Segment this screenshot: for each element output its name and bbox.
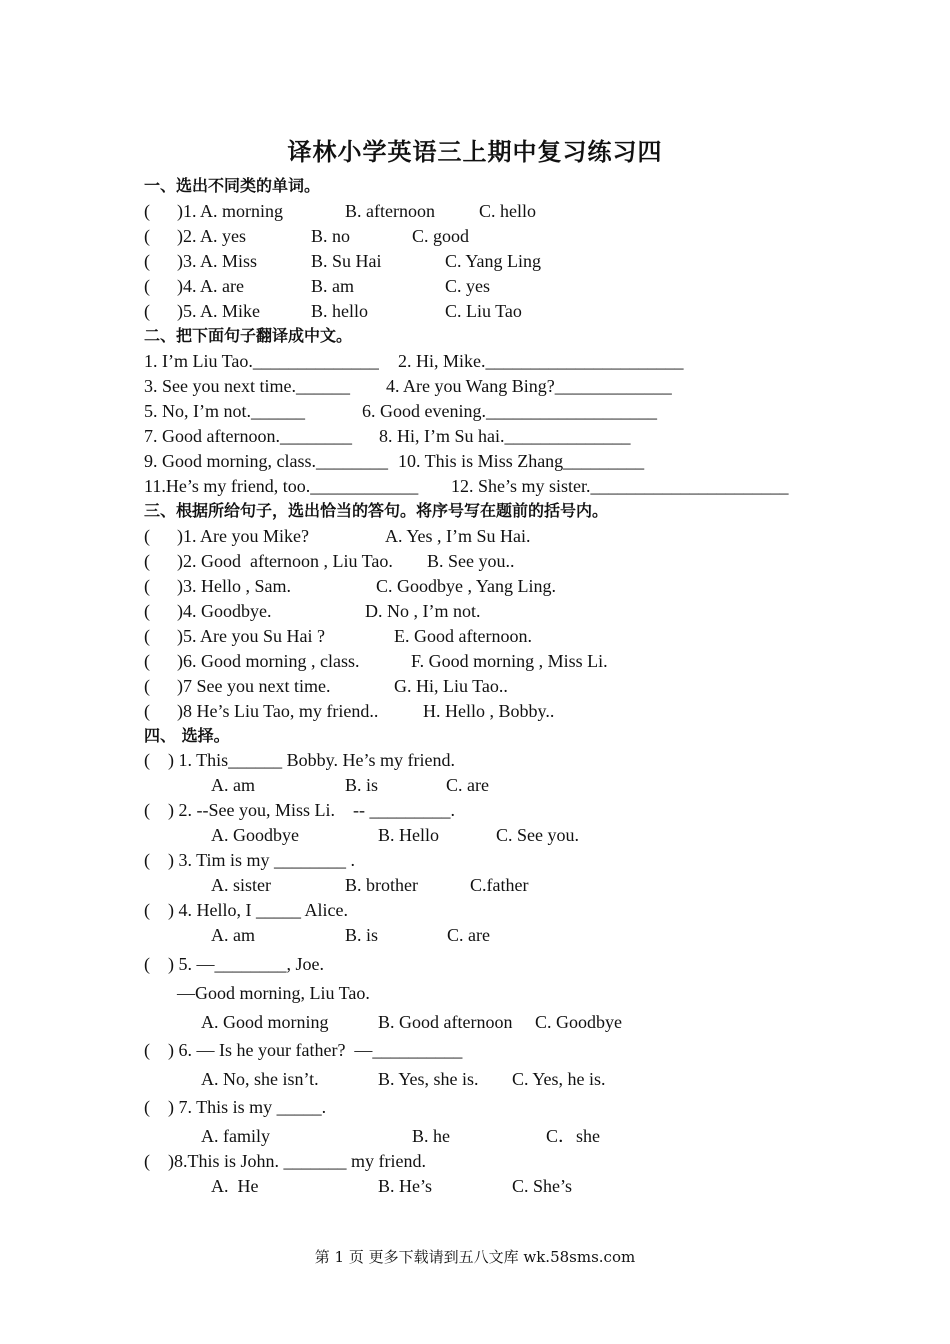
s1-item-option-c: C. yes [445,276,490,296]
s3-question: ( )7 See you next time. [144,676,331,696]
s3-question: ( )4. Goodbye. [144,601,272,621]
s1-item-option-b: B. afternoon [345,201,435,221]
s3-question: ( )3. Hello , Sam. [144,576,291,596]
option-a: A. am [211,925,255,945]
s3-answer: A. Yes , I’m Su Hai. [385,526,531,546]
s2-sentence: 12. She’s my sister.______________________ [451,476,789,496]
s1-item-option-c: C. hello [479,201,536,221]
option-c: C．she [546,1126,600,1146]
s1-item-option-b: B. no [311,226,351,246]
option-c: C. are [447,925,490,945]
section-2-heading: 二、把下面句子翻译成中文。 [144,326,353,345]
s4-question-1: ( ) 1. This______ Bobby. He’s my friend. [144,750,455,770]
s1-item-option-c: C. good [412,226,470,246]
s2-sentence: 8. Hi, I’m Su hai.______________ [379,426,631,446]
s1-item-option-a: ( )2. A. yes [144,226,246,246]
option-c: C. Goodbye [535,1012,622,1032]
s4-question-7: ( ) 7. This is my _____. [144,1097,327,1117]
s2-sentence: 4. Are you Wang Bing?_____________ [386,376,672,396]
s2-sentence: 5. No, I’m not.______ [144,401,305,421]
s4-question-6: ( ) 6. — Is he your father? —__________ [144,1040,463,1060]
s3-answer: B. See you.. [427,551,515,571]
s3-answer: C. Goodbye , Yang Ling. [376,576,557,596]
s3-question: ( )1. Are you Mike? [144,526,309,546]
option-c: C.father [470,875,529,895]
s3-question: ( )2. Good afternoon , Liu Tao. [144,551,393,571]
option-c: C. She’s [512,1176,573,1196]
s3-question: ( )8 He’s Liu Tao, my friend.. [144,701,379,721]
s3-answer: F. Good morning , Miss Li. [411,651,608,671]
s2-sentence: 9. Good morning, class.________ [144,451,388,471]
option-b: B. he [412,1126,450,1146]
option-a: A. Good morning [201,1012,329,1032]
s2-sentence: 11.He’s my friend, too.____________ [144,476,419,496]
s1-item-option-a: ( )4. A. are [144,276,244,296]
option-b: B. is [345,775,379,795]
s2-sentence: 7. Good afternoon.________ [144,426,352,446]
s1-item-option-b: B. hello [311,301,368,321]
s1-item-option-a: ( )1. A. morning [144,201,283,221]
section-4-heading: 四、 选择。 [144,726,230,745]
reply-text: —Good morning, Liu Tao. [177,983,370,1003]
option-a: A. He [211,1176,259,1196]
s3-answer: H. Hello , Bobby.. [423,701,555,721]
section-1-heading: 一、选出不同类的单词。 [144,176,321,195]
s3-answer: D. No , I’m not. [365,601,481,621]
s2-sentence: 10. This is Miss Zhang_________ [398,451,645,471]
s1-item-option-b: B. Su Hai [311,251,382,271]
s2-sentence: 6. Good evening.___________________ [362,401,657,421]
s4-question-8: ( )8.This is John. _______ my friend. [144,1151,426,1171]
s3-question: ( )6. Good morning , class. [144,651,360,671]
option-a: A. family [201,1126,270,1146]
option-a: A. Goodbye [211,825,299,845]
option-b: B. is [345,925,379,945]
option-b: B. Good afternoon [378,1012,513,1032]
option-b: B. He’s [378,1176,432,1196]
s4-question-2: ( ) 2. --See you, Miss Li. -- _________. [144,800,455,820]
s4-question-4: ( ) 4. Hello, I _____ Alice. [144,900,348,920]
s1-item-option-b: B. am [311,276,354,296]
page-footer: 第 1 页 更多下载请到五八文库 wk.58sms.com [314,1248,636,1266]
s2-sentence: 1. I’m Liu Tao.______________ [144,351,379,371]
s1-item-option-a: ( )5. A. Mike [144,301,260,321]
s2-sentence: 2. Hi, Mike.______________________ [398,351,684,371]
s4-options-8 [144,1175,844,1285]
s4-question-5: ( ) 5. —________, Joe. [144,954,324,974]
s3-answer: E. Good afternoon. [394,626,532,646]
section-3-heading: 三、根据所给句子，选出恰当的答句。将序号写在题前的括号内。 [144,501,609,520]
option-a: A. sister [211,875,271,895]
option-b: B. brother [345,875,418,895]
option-a: A. am [211,775,255,795]
s2-sentence: 3. See you next time.______ [144,376,350,396]
option-b: B. Yes, she is. [378,1069,479,1089]
option-c: C. Yes, he is. [512,1069,606,1089]
s3-question: ( )5. Are you Su Hai ? [144,626,325,646]
option-a: A. No, she isn’t. [201,1069,319,1089]
s3-answer: G. Hi, Liu Tao.. [394,676,508,696]
page-title: 译林小学英语三上期中复习练习四 [287,137,663,166]
option-b: B. Hello [378,825,439,845]
s1-item-option-c: C. Yang Ling [445,251,542,271]
s4-question-3: ( ) 3. Tim is my ________ . [144,850,356,870]
option-c: C. are [446,775,489,795]
s1-item-option-a: ( )3. A. Miss [144,251,258,271]
option-c: C. See you. [496,825,579,845]
s1-item-option-c: C. Liu Tao [445,301,522,321]
